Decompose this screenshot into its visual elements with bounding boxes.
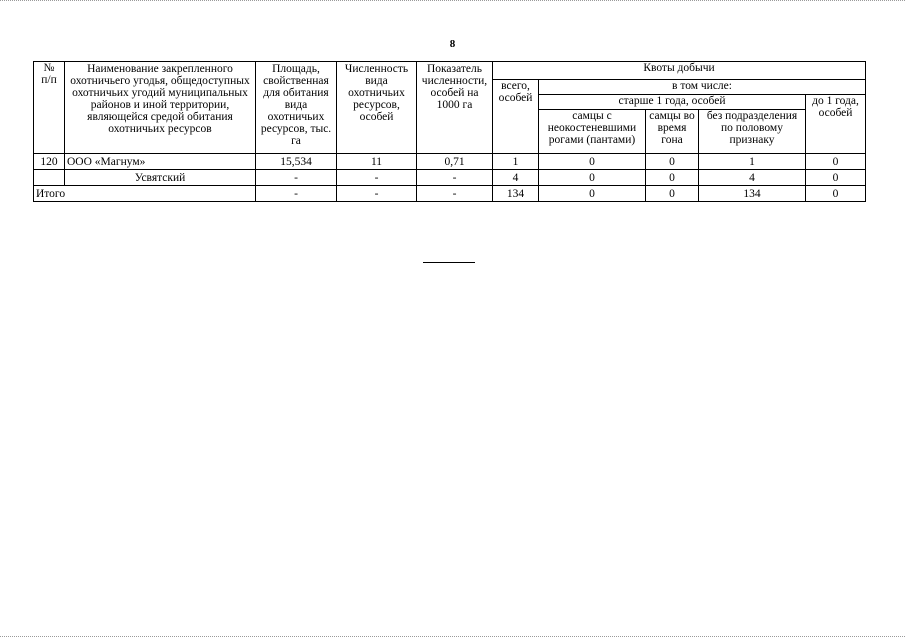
total-males-antlers: 0: [539, 186, 646, 202]
cell-under1: 0: [806, 170, 866, 186]
header-older: старше 1 года, особей: [539, 95, 806, 110]
hunting-quota-table: [33, 61, 866, 202]
header-count: Численность вида охотничьих ресурсов, особей: [337, 62, 417, 154]
scan-edge-top: [0, 0, 905, 2]
cell-no-sex-split: 1: [699, 154, 806, 170]
header-males-rut: самцы во время гона: [646, 110, 699, 154]
total-label: Итого: [34, 186, 256, 202]
total-under1: 0: [806, 186, 866, 202]
header-total: всего, особей: [493, 80, 539, 154]
table-row: [34, 170, 866, 186]
header-under1: до 1 года, особей: [806, 95, 866, 154]
cell-total: 4: [493, 170, 539, 186]
cell-males-antlers: 0: [539, 170, 646, 186]
end-divider-line: [423, 262, 475, 263]
cell-count: -: [337, 170, 417, 186]
cell-num: [34, 170, 65, 186]
total-area: -: [256, 186, 337, 202]
cell-area: -: [256, 170, 337, 186]
header-name: Наименование закрепленного охотничьего угодья, общедоступных охотничьих угодий муниципальных районов и иной территории, являющейся средой обитания охотничьих ресурсов: [65, 62, 256, 154]
header-no-sex-split: без подразделения по половому признаку: [699, 110, 806, 154]
header-density: Показатель численности, особей на 1000 га: [417, 62, 493, 154]
total-density: -: [417, 186, 493, 202]
cell-males-rut: 0: [646, 170, 699, 186]
cell-density: -: [417, 170, 493, 186]
scan-edge-bottom: [0, 636, 905, 638]
total-no-sex-split: 134: [699, 186, 806, 202]
total-males-rut: 0: [646, 186, 699, 202]
total-total: 134: [493, 186, 539, 202]
cell-count: 11: [337, 154, 417, 170]
page-number: 8: [449, 38, 456, 50]
cell-num: 120: [34, 154, 65, 170]
cell-name: Усвятский: [65, 170, 256, 186]
cell-males-antlers: 0: [539, 154, 646, 170]
header-males-antlers: самцы с неокостеневшими рогами (пантами): [539, 110, 646, 154]
total-count: -: [337, 186, 417, 202]
cell-males-rut: 0: [646, 154, 699, 170]
total-row: [34, 186, 866, 202]
header-area: Площадь, свойственная для обитания вида охотничьих ресурсов, тыс. га: [256, 62, 337, 154]
header-quotas: Квоты добычи: [493, 62, 866, 80]
cell-total: 1: [493, 154, 539, 170]
cell-density: 0,71: [417, 154, 493, 170]
cell-under1: 0: [806, 154, 866, 170]
header-including: в том числе:: [539, 80, 866, 95]
cell-area: 15,534: [256, 154, 337, 170]
cell-name: ООО «Магнум»: [65, 154, 256, 170]
header-num: № п/п: [34, 62, 65, 154]
cell-no-sex-split: 4: [699, 170, 806, 186]
table-row: [34, 154, 866, 170]
